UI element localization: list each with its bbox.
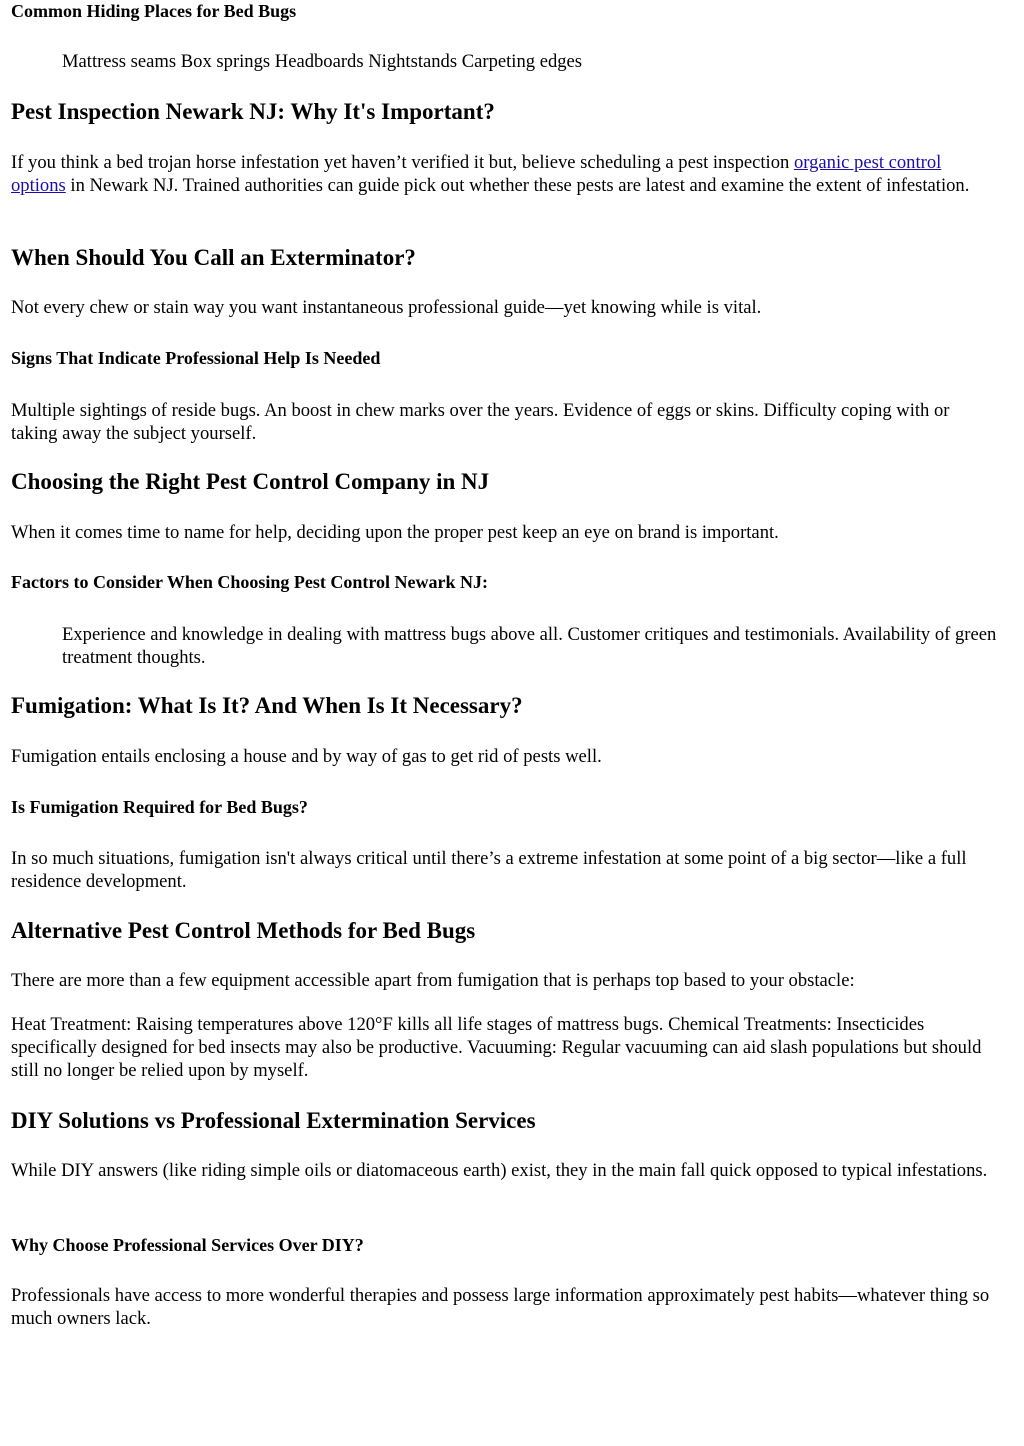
- section-heading: Alternative Pest Control Methods for Bed Bugs: [11, 918, 476, 943]
- organic-pest-control-link[interactable]: organic pest control options: [11, 152, 942, 196]
- fumigation-heading: [11, 692, 998, 720]
- section-heading: Why Choose Professional Services Over DIY?: [11, 1235, 364, 1255]
- paragraph-text: There are more than a few equipment accessible apart from fumigation that is perhaps top based to your obstacle:: [11, 970, 855, 991]
- factors-heading: [11, 571, 998, 593]
- list-text: Mattress seams Box springs Headboards Nightstands Carpeting edges: [62, 51, 583, 72]
- paragraph-text: [11, 151, 998, 197]
- section-heading: DIY Solutions vs Professional Extermination Services: [11, 1108, 536, 1133]
- paragraph-text-part: in Newark NJ. Trained authorities can guide pick out whether these pests are latest and examine the extent of infestation.: [65, 175, 970, 196]
- exterminator-heading: [11, 244, 998, 272]
- signs-heading: [11, 347, 998, 369]
- paragraph-text: Multiple sightings of reside bugs. An boost in chew marks over the years. Evidence of eggs or skins. Difficulty coping with or taking away the subject yourself.: [11, 400, 950, 444]
- paragraph-text: Heat Treatment: Raising temperatures above 120°F kills all life stages of mattress bugs. Chemical Treatments: Insecticides specifically designed for bed insects may also be productive. Vacuuming: Regular vacuuming can aid slash populations but should still no longer be relied upon by myself.: [11, 1014, 982, 1081]
- fumigation-required-paragraph: [11, 847, 998, 893]
- section-heading: When Should You Call an Exterminator?: [11, 245, 416, 270]
- section-heading: Signs That Indicate Professional Help Is Needed: [11, 348, 381, 368]
- paragraph-text: Not every chew or stain way you want instantaneous professional guide—yet knowing while is vital.: [11, 297, 762, 318]
- fumigation-paragraph: [11, 745, 998, 768]
- alternative-paragraph: [11, 969, 998, 992]
- section-heading: Factors to Consider When Choosing Pest Control Newark NJ:: [11, 572, 488, 592]
- inspection-heading: [11, 98, 998, 126]
- signs-paragraph: [11, 399, 998, 445]
- section-heading: Fumigation: What Is It? And When Is It Necessary?: [11, 693, 523, 718]
- diy-paragraph: [11, 1159, 998, 1182]
- section-heading: Common Hiding Places for Bed Bugs: [11, 1, 297, 21]
- hiding-places-heading: [11, 0, 998, 22]
- paragraph-text: In so much situations, fumigation isn't always critical until there’s a extreme infestation at some point of a big sector—like a full residence development.: [11, 848, 967, 892]
- alternative-heading: [11, 917, 998, 945]
- paragraph-text: While DIY answers (like riding simple oils or diatomaceous earth) exist, they in the main fall quick opposed to typical infestations.: [11, 1160, 988, 1181]
- why-paragraph: [11, 1284, 998, 1330]
- factors-list: [11, 623, 998, 669]
- fumigation-required-heading: [11, 796, 998, 818]
- why-heading: [11, 1234, 998, 1256]
- diy-heading: [11, 1107, 998, 1135]
- paragraph-text: Fumigation entails enclosing a house and by way of gas to get rid of pests well.: [11, 746, 602, 767]
- list-text: Experience and knowledge in dealing with mattress bugs above all. Customer critiques and testimonials. Availability of green treatment thoughts.: [62, 624, 997, 668]
- company-paragraph: [11, 521, 998, 544]
- paragraph-text-part: If you think a bed trojan horse infestation yet haven’t verified it but, believe scheduling a pest inspection: [11, 152, 794, 173]
- paragraph-text: Professionals have access to more wonderful therapies and possess large information approximately pest habits—whatever thing so much owners lack.: [11, 1285, 990, 1329]
- alternative-methods-paragraph: [11, 1013, 998, 1082]
- exterminator-paragraph: [11, 296, 998, 319]
- section-heading: Choosing the Right Pest Control Company in NJ: [11, 469, 490, 494]
- section-heading: Pest Inspection Newark NJ: Why It's Important?: [11, 99, 495, 124]
- inspection-paragraph: [11, 151, 998, 197]
- company-heading: [11, 468, 998, 496]
- paragraph-text: When it comes time to name for help, deciding upon the proper pest keep an eye on brand is important.: [11, 522, 779, 543]
- hiding-places-list: [11, 50, 998, 73]
- section-heading: Is Fumigation Required for Bed Bugs?: [11, 797, 308, 817]
